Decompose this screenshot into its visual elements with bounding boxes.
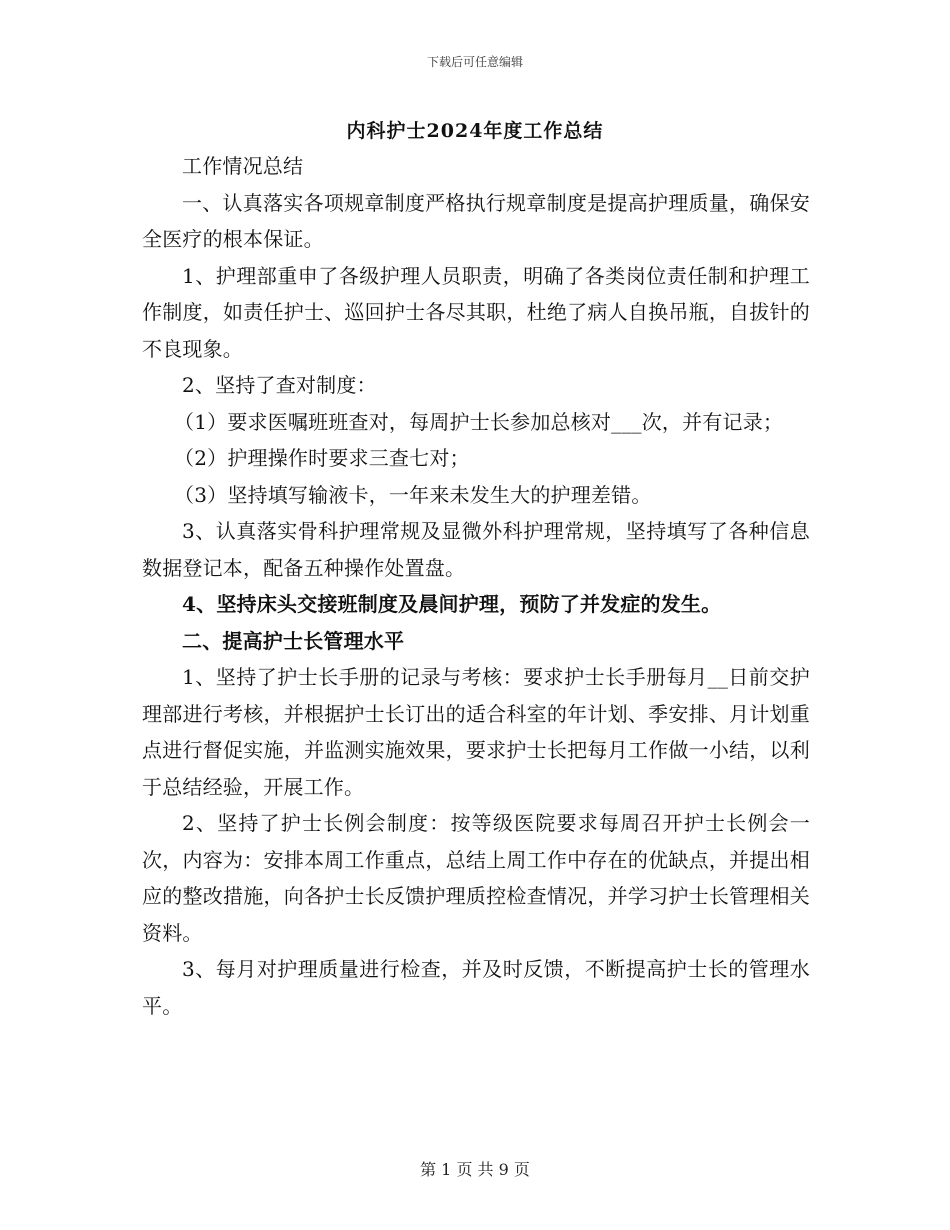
page-header-note: 下载后可任意编辑 — [426, 55, 523, 69]
paragraph-7: （3）坚持填写输液卡，一年来未发生大的护理差错。 — [174, 482, 652, 507]
document-body — [142, 148, 810, 1024]
paragraph-11: 1、坚持了护士长手册的记录与考核：要求护士长手册每月__日前交护理部进行考核，并根据护士长订出的适合科室的年计划、季安排、月计划重点进行督促实施，并监测实施效果，要求护士长把每月工作做一小结，以利于总结经验，开展工作。 — [142, 665, 810, 799]
paragraph-6: （2）护理操作时要求三查七对； — [174, 446, 470, 470]
paragraph-9: 4、坚持床头交接班制度及晨间护理，预防了并发症的发生。 — [182, 592, 722, 616]
paragraph-5: （1）要求医嘱班班查对，每周护士长参加总核对___次，并有记录； — [174, 409, 784, 434]
paragraph-12: 2、坚持了护士长例会制度：按等级医院要求每周召开护士长例会一次，内容为：安排本周工作重点，总结上周工作中存在的优缺点，并提出相应的整改措施，向各护士长反馈护理质控检查情况，并学习护士长管理相关资料。 — [142, 811, 810, 945]
document-title: 内科护士2024年度工作总结 — [346, 120, 604, 142]
paragraph-2: 一、认真落实各项规章制度严格执行规章制度是提高护理质量，确保安全医疗的根本保证。 — [142, 190, 810, 251]
page-number: 第 1 页 共 9 页 — [420, 1160, 530, 1179]
section-heading: 二、提高护士长管理水平 — [182, 628, 405, 653]
paragraph-4: 2、坚持了查对制度： — [182, 373, 377, 397]
paragraph-1: 工作情况总结 — [182, 154, 304, 178]
paragraph-3: 1、护理部重申了各级护理人员职责，明确了各类岗位责任制和护理工作制度，如责任护士、巡回护士各尽其职，杜绝了病人自换吊瓶，自拔针的不良现象。 — [142, 263, 810, 361]
paragraph-13: 3、每月对护理质量进行检查，并及时反馈，不断提高护士长的管理水平。 — [142, 957, 810, 1018]
paragraph-8: 3、认真落实骨科护理常规及显微外科护理常规，坚持填写了各种信息数据登记本，配备五种操作处置盘。 — [142, 519, 810, 580]
